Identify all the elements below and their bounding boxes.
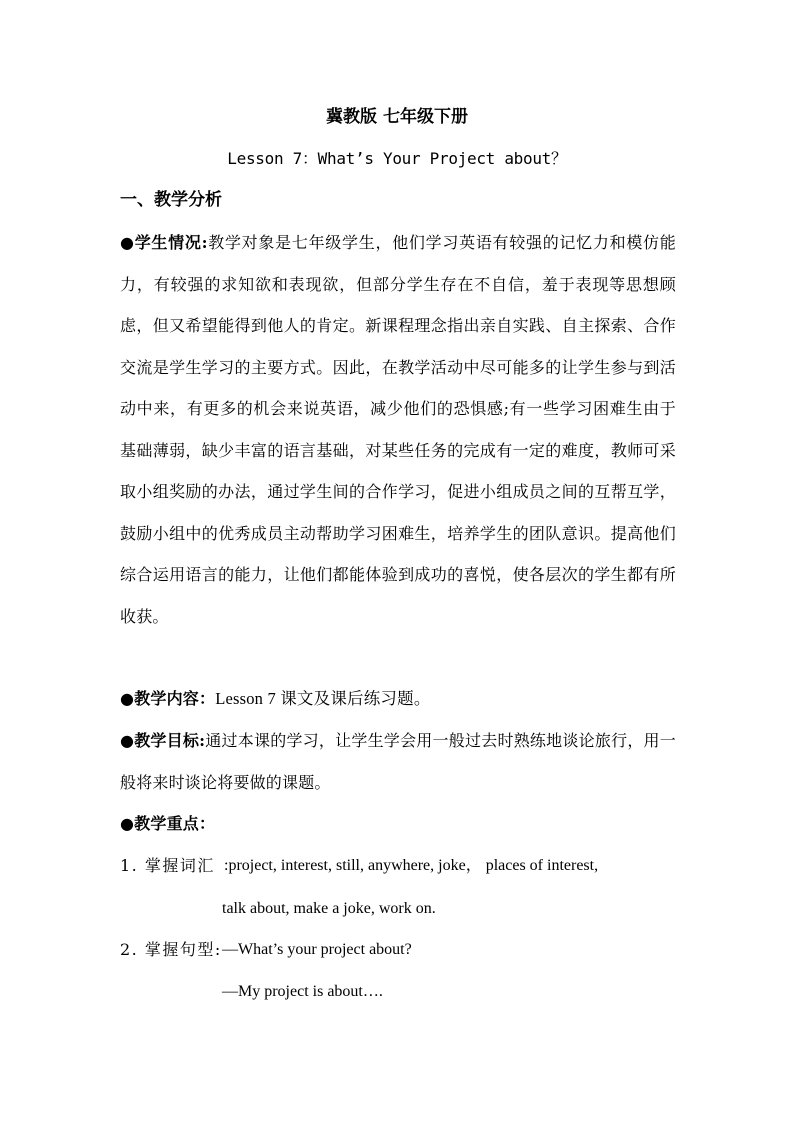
sentence-item-line1: —What’s your project about? [222,941,412,958]
students-text: 教学对象是七年级学生，他们学习英语有较强的记忆力和模仿能力，有较强的求知欲和表现欲，但部分学生存在不自信，羞于表现等思想顾虑，但又希望能得到他人的肯定。新课程理念指出亲自实践、自主探索、合作交流是学生学习的主要方式。因此，在教学活动中尽可能多的让学生参与到活动中来，有更多的机会来说英语，减少他们的恐惧感;有一些学习困难生由于基础薄弱，缺少丰富的语言基础，对某些任务的完成有一定的难度，教师可采取小组奖励的办法，通过学生间的合作学习，促进小组成员之间的互帮互学，鼓励小组中的优秀成员主动帮助学习困难生，培养学生的团队意识。提高他们综合运用语言的能力，让他们都能体验到成功的喜悦，使各层次的学生都有所收获。 [120,233,676,626]
content-label: 教学内容： [134,689,216,708]
vocab-item-label: 1. 掌握词汇 [120,856,215,875]
sentence-item-label: 2. 掌握句型: [120,940,222,959]
bullet-icon: ● [120,689,135,708]
sentence-item-line2: —My project is about…. [222,983,383,1000]
goals-paragraph [120,720,676,803]
vocab-item-line2: talk about, make a joke, work on. [222,900,436,917]
students-label: 学生情况: [134,233,208,252]
bullet-icon: ● [120,731,135,750]
lesson-subtitle: Lesson 7：What’s Your Project about？ [227,149,567,168]
document-title: 冀教版 七年级下册 [326,107,468,127]
bullet-icon: ● [120,233,135,252]
content-paragraph [120,678,676,720]
goals-text: 通过本课的学习，让学生学会用一般过去时熟练地谈论旅行，用一般将来时谈论将要做的课题。 [120,731,676,792]
students-paragraph [120,222,676,637]
bullet-icon: ● [120,814,135,833]
content-text: Lesson 7 课文及课后练习题。 [215,689,431,708]
section-heading-analysis: 一、教学分析 [120,190,222,210]
vocab-item-line1: :project, interest, still, anywhere, joke， places of interest, [224,857,599,874]
keypoints-label: 教学重点： [134,814,216,833]
keypoints-heading [120,803,676,845]
goals-label: 教学目标: [134,731,206,750]
